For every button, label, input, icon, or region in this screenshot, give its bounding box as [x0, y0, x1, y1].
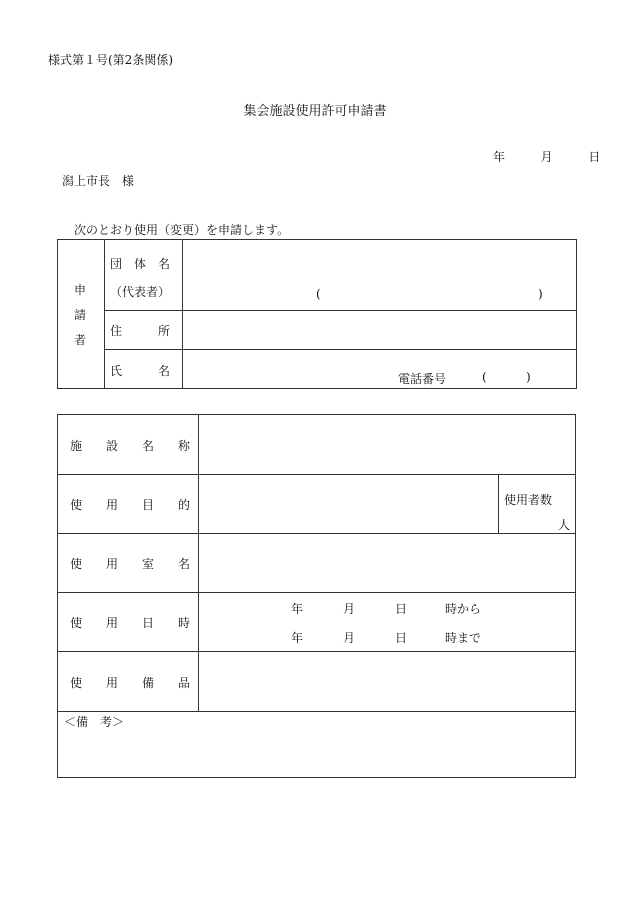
date-year-label: 年	[493, 150, 506, 164]
page-title: 集会施設使用許可申請書	[243, 104, 387, 119]
to-day-label: 日	[395, 631, 408, 645]
equipment-field[interactable]	[204, 657, 569, 705]
phone-paren-close: )	[526, 370, 531, 384]
representative-field[interactable]	[330, 282, 530, 302]
applicant-table	[57, 239, 577, 389]
phone-paren-open: (	[482, 370, 487, 384]
remarks-field[interactable]	[64, 731, 569, 773]
representative-paren-close: )	[538, 287, 543, 301]
phone-label: 電話番号	[398, 372, 447, 386]
group-name-field[interactable]	[189, 246, 570, 269]
purpose-label: 使 用 目 的	[70, 498, 191, 512]
applicant-side-label-1: 申	[74, 283, 87, 297]
phone-field[interactable]	[494, 366, 524, 384]
facility-name-label: 施 設 名 称	[70, 439, 191, 453]
from-month-label: 月	[343, 602, 356, 616]
room-name-field[interactable]	[204, 539, 569, 586]
name-field[interactable]	[189, 354, 389, 384]
room-name-label: 使 用 室 名	[70, 557, 191, 571]
datetime-label: 使 用 日 時	[70, 616, 191, 630]
divider	[104, 310, 576, 311]
form-code: 様式第１号(第2条関係)	[48, 53, 173, 67]
divider	[104, 240, 105, 388]
applicant-side-label-3: 者	[74, 333, 87, 347]
from-day-label: 日	[395, 602, 408, 616]
group-name-label: 団 体 名	[110, 257, 171, 271]
address-field[interactable]	[189, 316, 570, 344]
facility-name-field[interactable]	[204, 421, 569, 468]
from-year-label: 年	[291, 602, 304, 616]
users-count-field[interactable]	[504, 505, 554, 525]
equipment-label: 使 用 備 品	[70, 676, 191, 690]
divider	[104, 349, 576, 350]
address-label: 住 所	[110, 324, 171, 338]
name-label: 氏 名	[110, 364, 171, 378]
users-count-label: 使用者数	[504, 493, 553, 507]
divider	[58, 533, 575, 534]
representative-paren-open: (	[316, 287, 321, 301]
divider	[58, 711, 575, 712]
users-unit: 人	[558, 518, 571, 532]
purpose-field[interactable]	[204, 480, 492, 527]
divider	[58, 651, 575, 652]
representative-label: （代表者）	[110, 285, 171, 299]
remarks-label: ＜備 考＞	[64, 715, 125, 729]
date-line	[493, 148, 600, 165]
divider	[198, 415, 199, 711]
intro-text: 次のとおり使用（変更）を申請します。	[74, 223, 290, 237]
from-suffix: 時から	[445, 602, 482, 616]
facility-table	[57, 414, 576, 778]
date-day-label: 日	[588, 150, 601, 164]
divider	[498, 474, 499, 533]
to-year-label: 年	[291, 631, 304, 645]
applicant-side-label-2: 請	[74, 308, 87, 322]
divider	[182, 240, 183, 388]
date-month-label: 月	[540, 150, 553, 164]
divider	[58, 592, 575, 593]
to-suffix: 時まで	[445, 631, 482, 645]
addressee: 潟上市長 様	[62, 174, 135, 188]
to-month-label: 月	[343, 631, 356, 645]
